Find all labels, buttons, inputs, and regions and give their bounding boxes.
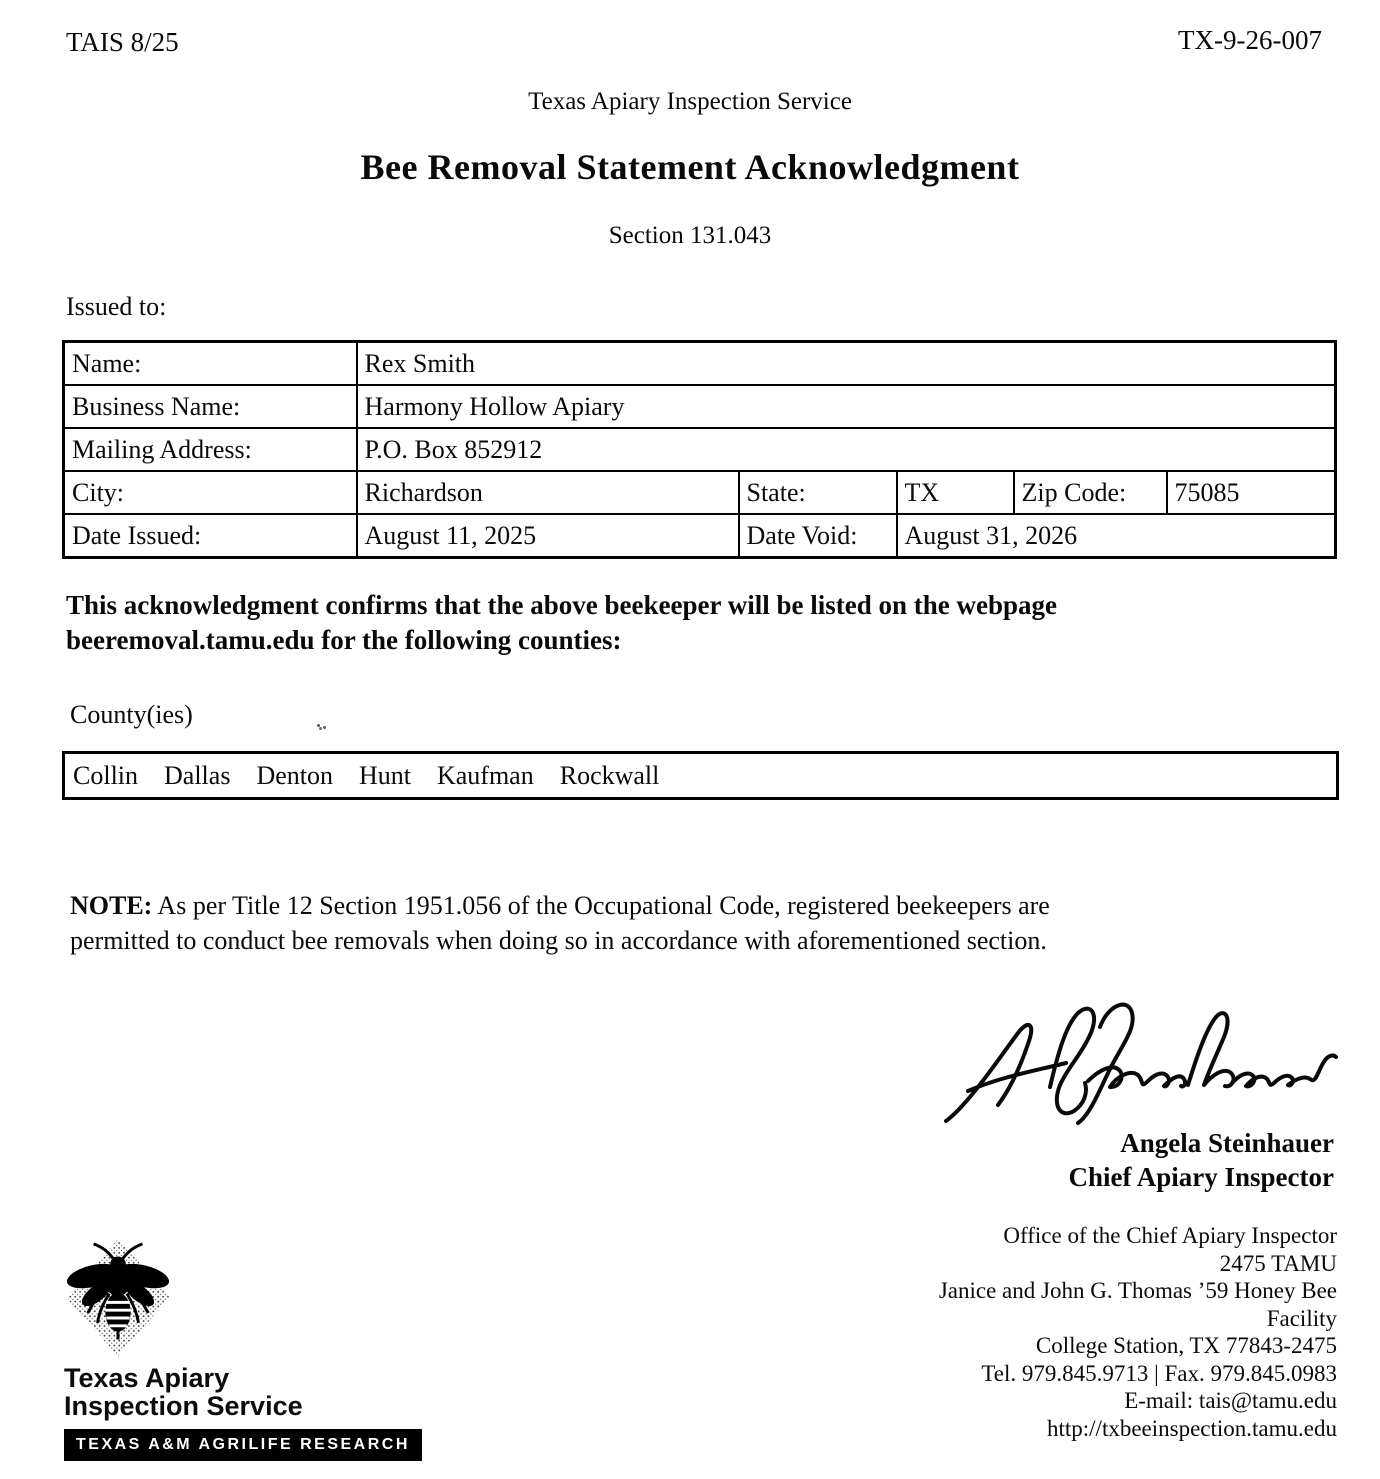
business-label-cell: Business Name: — [64, 385, 357, 428]
signatory-title: Chief Apiary Inspector — [1068, 1162, 1334, 1192]
date-issued-label-cell: Date Issued: — [64, 514, 357, 558]
org-name: Texas Apiary Inspection Service — [528, 88, 852, 115]
mailing-label-cell: Mailing Address: — [64, 428, 357, 471]
city-label-cell: City: — [64, 471, 357, 514]
office-line: Office of the Chief Apiary Inspector — [1003, 1223, 1337, 1248]
office-line: College Station, TX 77843-2475 — [1035, 1333, 1337, 1358]
table-row-business — [64, 385, 1336, 428]
note-text — [70, 888, 1050, 958]
signatory-name: Angela Steinhauer — [1120, 1128, 1334, 1158]
office-line: Facility — [1266, 1305, 1337, 1331]
signature-image — [938, 993, 1338, 1138]
signatory-block — [1069, 1126, 1335, 1194]
bee-icon — [64, 1237, 172, 1359]
page-title: Bee Removal Statement Acknowledgment — [360, 147, 1020, 187]
county-item: Kaufman — [436, 760, 534, 790]
date-void-label-cell: Date Void: — [739, 514, 897, 558]
form-code: TAIS 8/25 — [66, 27, 179, 57]
office-line: E-mail: tais@tamu.edu — [1124, 1388, 1337, 1413]
confirmation-line1: This acknowledgment confirms that the above beekeeper will be listed on the webpage — [66, 590, 1057, 620]
date-void-value-cell: August 31, 2026 — [897, 514, 1336, 558]
table-row-mailing — [64, 428, 1336, 471]
confirmation-line2: beeremoval.tamu.edu for the following counties: — [66, 625, 622, 655]
logo-line2: Inspection Service — [64, 1391, 303, 1421]
note-line1: As per Title 12 Section 1951.056 of the Occupational Code, registered beekeepers are — [157, 891, 1050, 920]
section-ref: Section 131.043 — [608, 222, 772, 249]
counties-box — [62, 751, 1339, 800]
office-line: Tel. 979.845.9713 | Fax. 979.845.0983 — [981, 1360, 1337, 1386]
note-line2: permitted to conduct bee removals when doing so in accordance with aforementioned section. — [70, 926, 1047, 955]
note-label: NOTE: — [70, 891, 153, 920]
logo-line1: Texas Apiary — [64, 1363, 230, 1393]
county-item: Denton — [256, 760, 333, 790]
office-address-block — [939, 1222, 1337, 1442]
county-item: Rockwall — [559, 760, 660, 790]
confirmation-text — [66, 588, 1057, 658]
zip-label-cell: Zip Code: — [1014, 471, 1167, 514]
counties-label: County(ies) — [70, 700, 193, 729]
scan-artifact-mark — [317, 724, 320, 727]
state-label-cell: State: — [739, 471, 897, 514]
office-line: http://txbeeinspection.tamu.edu — [1047, 1415, 1337, 1441]
table-row-city — [64, 471, 1336, 514]
county-item: Dallas — [164, 760, 231, 790]
mailing-value-cell: P.O. Box 852912 — [357, 428, 1336, 471]
office-line: 2475 TAMU — [1219, 1250, 1337, 1276]
county-item: Collin — [73, 760, 139, 790]
name-label-cell: Name: — [64, 342, 357, 386]
state-value-cell: TX — [897, 471, 1014, 514]
date-issued-value-cell: August 11, 2025 — [357, 514, 739, 558]
document-number: TX-9-26-007 — [1178, 25, 1322, 55]
business-value-cell: Harmony Hollow Apiary — [357, 385, 1336, 428]
zip-value-cell: 75085 — [1167, 471, 1336, 514]
logo-banner: TEXAS A&M AGRILIFE RESEARCH — [64, 1429, 422, 1461]
office-line: Janice and John G. Thomas ’59 Honey Bee — [938, 1278, 1337, 1303]
agency-logo — [64, 1237, 422, 1461]
city-value-cell: Richardson — [357, 471, 739, 514]
table-row-name — [64, 342, 1336, 386]
beekeeper-info-table — [62, 340, 1337, 559]
issued-to-label: Issued to: — [66, 292, 167, 321]
table-row-dates — [64, 514, 1336, 558]
county-item: Hunt — [358, 760, 411, 790]
name-value-cell: Rex Smith — [357, 342, 1336, 386]
